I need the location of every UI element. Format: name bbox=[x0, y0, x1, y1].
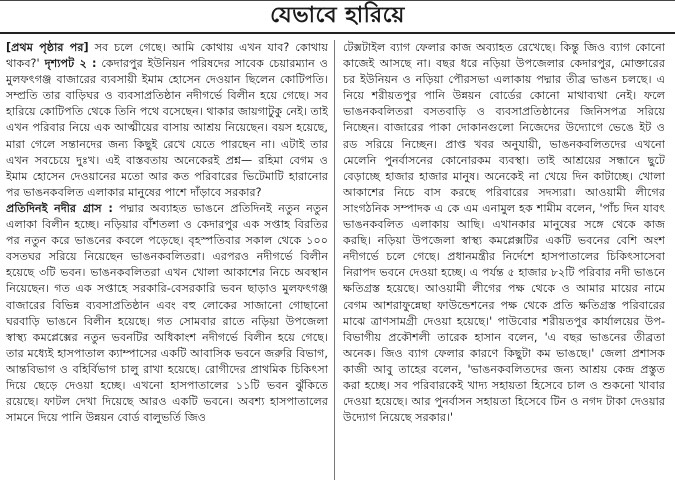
column-divider bbox=[334, 40, 335, 480]
article-headline: যেভাবে হারিয়ে bbox=[270, 2, 405, 28]
left-paragraph-1 bbox=[6, 40, 328, 201]
left-paragraph-2 bbox=[6, 201, 328, 426]
right-column bbox=[343, 40, 665, 480]
left-paragraph-2-text: পদ্মার অব্যাহত ভাঙনে প্রতিদিনই নতুন নতুন এলাকা বিলীন হচ্ছে। নড়িয়ার বাঁশতলা ও কেদারপুর এক সপ্তাহ বিরতির পর নতুন করে ভাঙনের কবলে পড়েছে। বৃহস্পতিবার সকাল থেকে ১০০ বসতঘর সরিয়ে নিয়েছেন ভাঙনকবলিতরা। এরপরও নদীগর্ভে বিলীন হয়েছে ৩টি ভবন। ভাঙনকবলিতরা এখন খোলা আকাশের নিচে অবস্থান নিয়েছেন। গত এক সপ্তাহে সরকারি-বেসরকারি ভবন ছাড়াও মুলফৎগঞ্জ বাজারের বিভিন্ন ব্যবসাপ্রতিষ্ঠান এবং বহু লোকের সাজানো গোছানো ঘরবাড়ি ভাঙনে বিলীন হয়েছে। গত সোমবার রাতে নড়িয়া উপজেলা স্বাস্থ্য কমপ্লেক্সের নতুন ভবনটির অধিকাংশ নদীগর্ভে বিলীন হয়ে গেছে। তার মধ্যেই হাসপাতাল ক্যাম্পাসের একটি আবাসিক ভবনে জরুরি বিভাগ, আন্তবিভাগ ও বহির্বিভাগ চালু রাখা হয়েছে। রোগীদের প্রাথমিক চিকিৎসা দিয়ে ছেড়ে দেওয়া হচ্ছে। এখনো হাসপাতালের ১১টি ভবন ঝুঁকিতে রয়েছে। ফাটল দেখা দিয়েছে আরও একটি ভবনে। অবশ্য হাসপাতালের সামনে দিয়ে পানি উন্নয়ন বোর্ড বালুভর্তি জিও bbox=[6, 201, 328, 425]
continuation-marker: [প্রথম পৃষ্ঠার পর] bbox=[6, 41, 89, 54]
headline-bar bbox=[0, 0, 675, 34]
left-column bbox=[6, 40, 328, 480]
scene-subhead: দৃশ্যপট ২ : bbox=[39, 57, 97, 71]
section-subhead: প্রতিদিনই নদীর গ্রাস : bbox=[6, 201, 113, 215]
left-paragraph-1-text: সব চলে গেছে। আমি কোথায় এখন যাব? কোথায় থাকব?' bbox=[6, 41, 328, 71]
left-paragraph-1-text-2: কেদারপুর ইউনিয়ন পরিষদের সাবেক চেয়ারম্যান ও মুলফৎগঞ্জ বাজারের ব্যবসায়ী ইমাম হোসেন দেওয়ান ছিলেন কোটিপতি। সম্প্রতি তার বাড়িঘর ও ব্যবসাপ্রতিষ্ঠান নদীগর্ভে বিলীন হয়ে গেছে। সব হারিয়ে কোটিপতি থেকে তিনি পথে বসেছেন। থাকার জায়গাটুকু নেই। তাই এখন পরিবার নিয়ে এক আত্মীয়ের বাসায় আশ্রয় নিয়েছেন। বয়স হয়েছে, মারা গেলে সন্তানদের জন্য কিছুই রেখে যেতে পারছেন না। এটাই তার এখন সবচেয়ে দুঃখ। এই বাস্তবতায় অনেকেরই প্রশ্ন— রহিমা বেগম ও ইমাম হোসেন দেওয়ানের মতো আর কত পরিবারের ভিটেমাটি হারানোর পর ভাঙনকবলিত এলাকার মানুষের পাশে দাঁড়াবে সরকার? bbox=[6, 57, 328, 199]
right-paragraph-1: টেক্সটাইল ব্যাগ ফেলার কাজ অব্যাহত রেখেছে। কিন্তু জিও ব্যাগ কোনো কাজেই আসছে না। বছর ধরে নড়িয়া উপজেলার কেদারপুর, মোক্তারের চর ইউনিয়ন ও নড়িয়া পৌরসভা এলাকায় পদ্মার তীব্র ভাঙন চলছে। এ নিয়ে শরীয়তপুর পানি উন্নয়ন বোর্ডের কোনো মাথাব্যথা নেই। ফলে ভাঙনকবলিতরা বসতবাড়ি ও ব্যবসাপ্রতিষ্ঠানের জিনিসপত্র সরিয়ে নিচ্ছেন। বাজারের পাকা দোকানগুলো নিজেদের উদ্যোগে ভেঙে ইট ও রড সরিয়ে নিচ্ছেন। প্রাপ্ত খবর অনুযায়ী, ভাঙনকবলিতদের এখনো মেলেনি পুনর্বাসনের কোনোরকম ব্যবস্থা। তাই আশ্রয়ের সন্ধানে ছুটে বেড়াচ্ছে হাজার হাজার মানুষ। অনেকেই না খেয়ে দিন কাটাচ্ছে। খোলা আকাশের নিচে বাস করছে পরিবারের সদস্যরা। আওয়ামী লীগের সাংগঠনিক সম্পাদক এ কে এম এনামুল হক শামীম বলেন, 'পাঁচ দিন যাবৎ ভাঙনকবলিত এলাকায় আছি। এখানকার মানুষের সঙ্গে থেকে কাজ করছি। নড়িয়া উপজেলা স্বাস্থ্য কমপ্লেক্সটির একটি ভবনের বেশি অংশ নদীগর্ভে চলে গেছে। প্রধানমন্ত্রীর নির্দেশে হাসপাতালের চিকিৎসাসেবা নিরাপদ ভবনে দেওয়া হচ্ছে। এ পর্যন্ত ৫ হাজার ৮২টি পরিবার নদী ভাঙনে ক্ষতিগ্রস্ত হয়েছে। আওয়ামী লীগের পক্ষ থেকে ও আমার মায়ের নামে বেগম আশরাফুন্নেছা ফাউন্ডেশনের পক্ষ থেকে প্রতি ক্ষতিগ্রস্ত পরিবারের মাঝে ত্রাণসামগ্রী দেওয়া হয়েছে।' পাউবোর শরীয়তপুর কার্যালয়ের উপ-বিভাগীয় প্রকৌশলী তারেক হাসান বলেন, 'এ বছর ভাঙনের তীব্রতা অনেক। জিও ব্যাগ ফেলার কারণে কিছুটা কম ভাঙছে।' জেলা প্রশাসক কাজী আবু তাহের বলেন, 'ভাঙনকবলিতদের জন্য আশ্রয় কেন্দ্র প্রস্তুত করা হচ্ছে। সব পরিবারকেই খাদ্য সহায়তা হিসেবে চাল ও শুকনো খাবার দেওয়া হয়েছে। আর পুনর্বাসন সহায়তা হিসেবে টিন ও নগদ টাকা দেওয়ার উদ্যোগ নিয়েছে সরকার।' bbox=[343, 41, 665, 425]
